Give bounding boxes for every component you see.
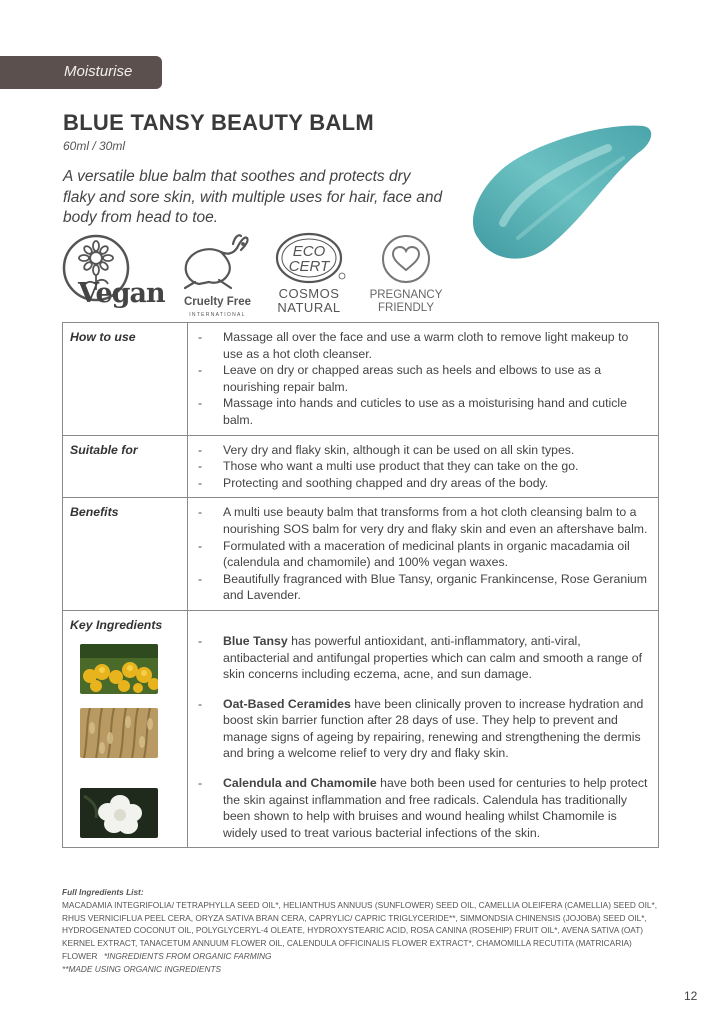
- vegan-label: Vegan: [78, 278, 165, 309]
- suitable-for-label: Suitable for: [63, 435, 188, 498]
- category-banner: [0, 56, 162, 89]
- list-item: - Those who want a multi use product that they can take on the go.: [196, 458, 648, 475]
- how-to-use-row: [63, 323, 659, 436]
- how-to-use-label: How to use: [63, 323, 188, 436]
- friendly-label: FRIENDLY: [377, 302, 435, 314]
- list-item: - Very dry and flaky skin, although it can be used on all skin types.: [196, 442, 648, 459]
- how-to-use-list: [196, 329, 648, 429]
- key-ingredients-label: Key Ingredients: [70, 617, 163, 632]
- list-item: - Massage all over the face and use a warm cloth to remove light makeup to use as a hot cloth cleanser.: [196, 329, 648, 362]
- list-item: - Massage into hands and cuticles to use as a moisturising hand and cuticle balm.: [196, 395, 648, 428]
- oat-photo: [80, 708, 158, 758]
- full-ingredients-heading: Full Ingredients List:: [62, 887, 144, 897]
- list-item: [196, 633, 648, 683]
- key-ingredients-row: [63, 610, 659, 848]
- heart-icon: [360, 232, 452, 286]
- certification-badges: [60, 232, 460, 318]
- suitable-for-list: [196, 442, 648, 492]
- list-item: - Formulated with a maceration of medicinal plants in organic macadamia oil (calendula and chamomile) and 100% vegan waxes.: [196, 538, 648, 571]
- balm-swatch-image: [458, 118, 658, 268]
- cosmos-label: COSMOS: [278, 286, 340, 301]
- category-label: Moisturise: [64, 63, 133, 80]
- list-item: - Beautifully fragranced with Blue Tansy, organic Frankincense, Rose Geranium and Lavender.: [196, 571, 648, 604]
- product-info-table: [62, 322, 659, 848]
- pregnancy-label: PREGNANCY: [369, 289, 443, 301]
- list-item: - Leave on dry or chapped areas such as heels and elbows to use as a nourishing repair balm.: [196, 362, 648, 395]
- product-tagline: A versatile blue balm that soothes and protects dry flaky and sore skin, with multiple uses for hair, face and body from head to toe.: [63, 168, 443, 226]
- key-ingredients-list: [196, 633, 648, 842]
- list-item: [196, 775, 648, 841]
- full-ingredients-text: MACADAMIA INTEGRIFOLIA/ TETRAPHYLLA SEED OIL*, HELIANTHUS ANNUUS (SUNFLOWER) SEED OIL, CAMELLIA OLEIFERA (CAMELLIA) SEED OIL*, RHUS VERNICIFLUA PEEL CERA, ORYZA SATIVA BRAN CERA, CAPRYLIC/ CAPRIC TRIGLYCERIDE**, SIMMONDSIA CHINENSIS (JOJOBA) SEED OIL*, HYDROGENATED COCONUT OIL, POLYGLYCERYL-4 OLEATE, HYDROXYSTEARIC ACID, ROSA CANINA (ROSEHIP) FRUIT OIL*, AVENA SATIVA (OAT) KERNEL EXTRACT, TANACETUM ANNUUM FLOWER OIL, CALENDULA OFFICINALIS FLOWER EXTRACT*, CHAMOMILLA RECUTITA (MATRICARIA) FLOWER: [62, 899, 658, 961]
- full-ingredients: [62, 886, 662, 976]
- suitable-for-row: [63, 435, 659, 498]
- cruelty-free-sublabel: INTERNATIONAL: [189, 312, 246, 318]
- chamomile-flower-photo: [80, 788, 158, 838]
- natural-label: NATURAL: [277, 300, 341, 315]
- ingredient-description: have both been used for centuries to help protect the skin against inflammation and free radicals. Calendula has traditionally been shown to help with bruises and wound healing whilst Chamomile is widely used to treat various bacterial infections of the skin.: [223, 776, 648, 840]
- benefits-list: [196, 504, 648, 604]
- key-ingredients-cell: [63, 610, 188, 848]
- page-number: 12: [684, 989, 698, 1003]
- ecocert-bottom-text: CERT: [288, 258, 330, 275]
- ecocert-seal-icon: [268, 232, 350, 288]
- organic-ingredients-note: **MADE USING ORGANIC INGREDIENTS: [62, 963, 222, 974]
- product-title: BLUE TANSY BEAUTY BALM: [63, 110, 374, 135]
- pregnancy-badge: [360, 232, 452, 318]
- ingredient-description: has powerful antioxidant, anti-inflammatory, anti-viral, antibacterial and antifungal properties which can calm and smooth a range of skin concerns including eczema, acne, and sun damage.: [223, 633, 643, 682]
- benefits-row: [63, 498, 659, 611]
- list-item: [196, 696, 648, 762]
- ecocert-badge: [268, 232, 350, 318]
- ingredient-name: Oat-Based Ceramides: [223, 696, 351, 711]
- leaping-bunny-icon: [175, 232, 260, 292]
- tansy-flower-photo: [80, 644, 158, 694]
- ingredient-name: Calendula and Chamomile: [223, 776, 377, 791]
- list-item: - A multi use beauty balm that transforms from a hot cloth cleansing balm to a nourishing SOS balm for very dry and flaky skin and even an aftershave balm.: [196, 504, 648, 537]
- product-size: 60ml / 30ml: [63, 139, 126, 153]
- vegan-badge: [60, 232, 165, 318]
- benefits-label: Benefits: [63, 498, 188, 611]
- cruelty-free-label: Cruelty Free: [183, 296, 252, 308]
- ingredient-description: have been clinically proven to increase hydration and boost skin barrier function after 28 days of use. They help to prevent and manage signs of ageing by repairing, renewing and strengthening the dermis and bring a welcome relief to very dry and flaky skin.: [223, 696, 644, 761]
- ingredient-name: Blue Tansy: [223, 633, 288, 648]
- ecocert-top-text: ECO: [292, 243, 326, 260]
- cruelty-free-badge: [175, 232, 260, 318]
- organic-farming-note: *INGREDIENTS FROM ORGANIC FARMING: [103, 950, 272, 961]
- list-item: - Protecting and soothing chapped and dry areas of the body.: [196, 475, 648, 492]
